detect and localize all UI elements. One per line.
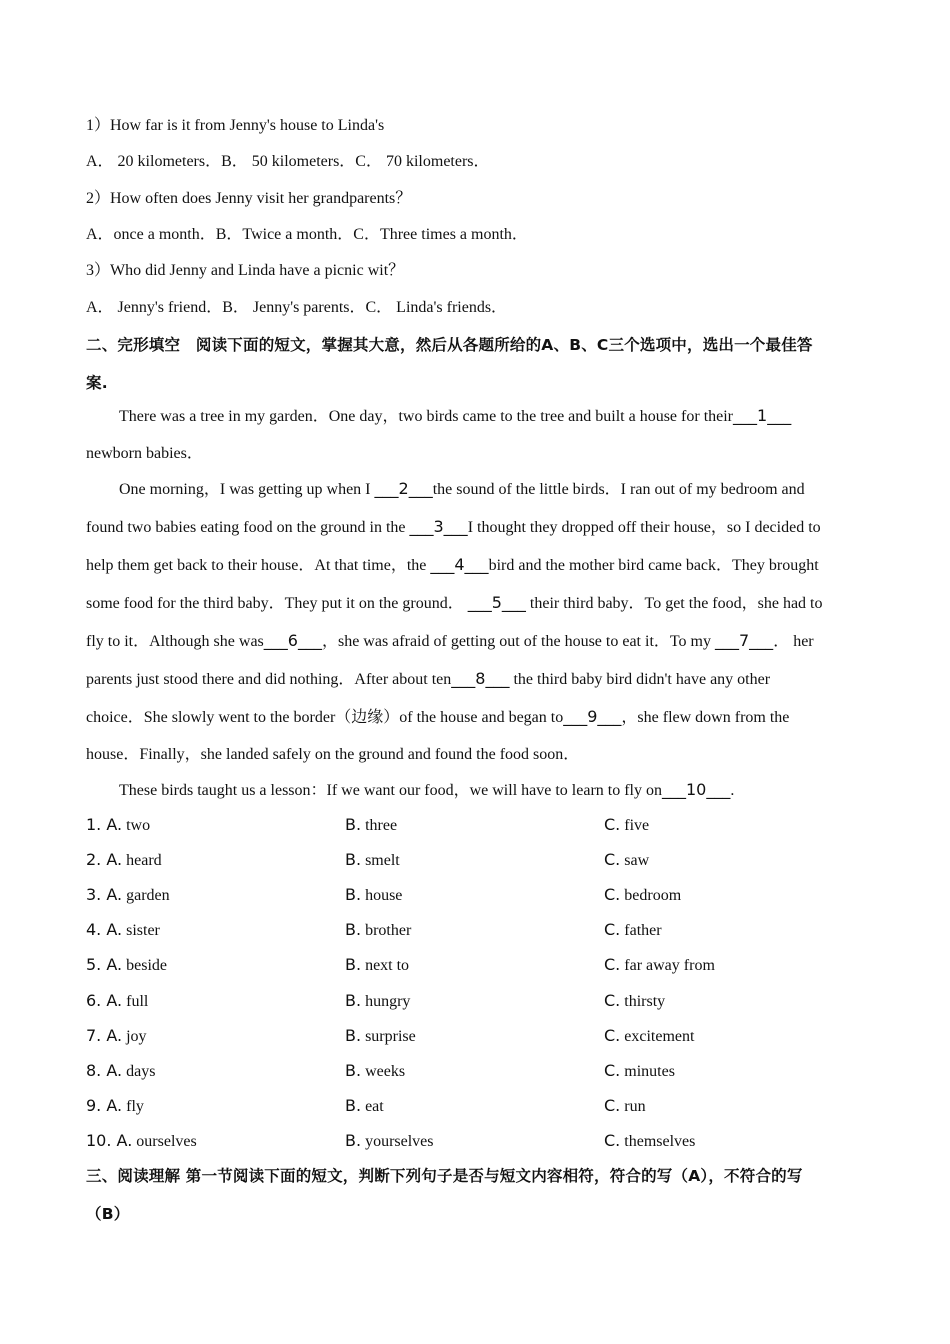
- option-a: fly: [126, 1098, 144, 1115]
- choice-row-8-c: [604, 1060, 675, 1083]
- option-a: garden: [126, 887, 170, 904]
- passage-line-9: [86, 706, 789, 729]
- option-a: joy: [126, 1028, 147, 1045]
- choice-row-4-a: [86, 919, 160, 942]
- passage-text: help them get back to their house．At that time，the: [86, 557, 431, 574]
- option-b-label: B.: [345, 920, 362, 939]
- blank-7: ___7___: [715, 631, 774, 650]
- option-c-label: C.: [604, 1131, 621, 1150]
- option-c: bedroom: [624, 887, 682, 904]
- choice-number: 6. A.: [86, 991, 123, 1010]
- choice-row-10-c: [604, 1130, 695, 1153]
- choice-number: 10. A.: [86, 1131, 133, 1150]
- option-a: heard: [126, 852, 162, 869]
- passage-line-1: [119, 405, 791, 428]
- option-b: smelt: [365, 852, 400, 869]
- passage-line-6: [86, 592, 823, 615]
- blank-1: ___1___: [733, 406, 792, 425]
- choice-row-1-c: [604, 814, 649, 837]
- passage-text: parents just stood there and did nothing．After about ten: [86, 671, 452, 688]
- option-b: weeks: [365, 1063, 406, 1080]
- option-c-label: C.: [604, 1096, 621, 1115]
- option-c: minutes: [624, 1063, 675, 1080]
- choice-number: 8. A.: [86, 1061, 123, 1080]
- blank-8: ___8___: [451, 669, 510, 688]
- choice-number: 2. A.: [86, 850, 123, 869]
- choice-row-6-a: [86, 990, 148, 1013]
- section2-title-cont: 案.: [86, 374, 108, 392]
- passage-text: fly to it．Although she was: [86, 633, 264, 650]
- option-c-label: C.: [604, 885, 621, 904]
- question-1: 1）How far is it from Jenny's house to Linda's: [86, 117, 385, 134]
- option-b-label: B.: [345, 850, 362, 869]
- option-b-label: B.: [345, 1026, 362, 1045]
- option-c-label: C.: [604, 955, 621, 974]
- passage-text: These birds taught us a lesson：If we want our food，we will have to learn to fly on: [119, 782, 662, 799]
- choice-row-2-c: [604, 849, 649, 872]
- blank-6: ___6___: [263, 631, 322, 650]
- option-c: father: [624, 922, 662, 939]
- passage-line-2: [86, 443, 203, 465]
- blank-9: ___9___: [563, 707, 622, 726]
- option-a: full: [126, 993, 149, 1010]
- question-3: 3）Who did Jenny and Linda have a picnic wit？: [86, 262, 405, 279]
- choice-row-3-b: [345, 884, 402, 907]
- passage-line-11: [119, 779, 734, 802]
- option-b-label: B.: [345, 885, 362, 904]
- section3-title-cont: （B）: [86, 1205, 130, 1223]
- choice-row-5-b: [345, 954, 409, 977]
- option-c: saw: [624, 852, 650, 869]
- choice-row-6-b: [345, 990, 410, 1013]
- option-c: excitement: [624, 1028, 695, 1045]
- option-c: themselves: [624, 1133, 696, 1150]
- option-b: next to: [365, 957, 410, 974]
- choice-row-7-c: [604, 1025, 694, 1048]
- choice-number: 1. A.: [86, 815, 123, 834]
- choice-row-6-c: [604, 990, 665, 1013]
- choice-row-7-b: [345, 1025, 416, 1048]
- choice-row-7-a: [86, 1025, 147, 1048]
- choice-row-1-a: [86, 814, 150, 837]
- passage-text: their third baby．To get the food，she had to: [525, 595, 823, 612]
- option-b-label: B.: [345, 991, 362, 1010]
- option-a: ourselves: [136, 1133, 197, 1150]
- option-a: days: [126, 1063, 156, 1080]
- option-c: five: [624, 817, 650, 834]
- option-c-label: C.: [604, 1026, 621, 1045]
- option-b-label: B.: [345, 955, 362, 974]
- option-c: run: [624, 1098, 646, 1115]
- option-b: eat: [365, 1098, 384, 1115]
- passage-line-3: [119, 478, 805, 501]
- passage-line-4: [86, 516, 821, 539]
- option-b: yourselves: [365, 1133, 434, 1150]
- choice-number: 9. A.: [86, 1096, 123, 1115]
- blank-5: ___5___: [467, 593, 526, 612]
- choice-row-3-c: [604, 884, 681, 907]
- option-b: hungry: [365, 993, 411, 1010]
- option-a: beside: [126, 957, 167, 974]
- choice-row-5-c: [604, 954, 715, 977]
- choice-row-10-a: [86, 1130, 197, 1153]
- blank-10: ___10___: [661, 780, 731, 799]
- passage-text: house．Finally，she landed safely on the ground and found the food soon．: [86, 746, 580, 763]
- option-c-label: C.: [604, 815, 621, 834]
- passage-text: I thought they dropped off their house，so I decided to: [467, 519, 821, 536]
- passage-text: ，she flew down from the: [621, 709, 790, 726]
- choice-row-8-b: [345, 1060, 405, 1083]
- choice-row-8-a: [86, 1060, 155, 1083]
- passage-line-7: [86, 630, 814, 653]
- option-b-label: B.: [345, 1131, 362, 1150]
- passage-text: One morning，I was getting up when I: [119, 481, 375, 498]
- passage-text: .: [730, 782, 735, 799]
- choice-row-2-b: [345, 849, 400, 872]
- choice-row-5-a: [86, 954, 167, 977]
- choice-row-1-b: [345, 814, 397, 837]
- passage-text: ． her: [773, 633, 814, 650]
- passage-line-10: [86, 744, 579, 766]
- option-b-label: B.: [345, 1096, 362, 1115]
- option-b: brother: [365, 922, 412, 939]
- choice-number: 5. A.: [86, 955, 123, 974]
- blank-3: ___3___: [409, 517, 468, 536]
- passage-text: the third baby bird didn't have any other: [509, 671, 771, 688]
- choice-number: 4. A.: [86, 920, 123, 939]
- passage-text: ，she was afraid of getting out of the house to eat it．To my: [321, 633, 715, 650]
- section3-title: 三、阅读理解 第一节阅读下面的短文，判断下列句子是否与短文内容相符，符合的写（A），不符合的写: [86, 1167, 803, 1185]
- passage-text: bird and the mother bird came back．They brought: [488, 557, 819, 574]
- passage-text: the sound of the little birds．I ran out of my bedroom and: [432, 481, 805, 498]
- question-1-options: A． 20 kilometers．B． 50 kilometers．C． 70 kilometers．: [86, 153, 490, 170]
- passage-line-5: [86, 554, 819, 577]
- choice-row-3-a: [86, 884, 170, 907]
- choice-row-9-c: [604, 1095, 646, 1118]
- passage-line-8: [86, 668, 770, 691]
- option-b-label: B.: [345, 1061, 362, 1080]
- choice-row-9-a: [86, 1095, 144, 1118]
- blank-4: ___4___: [430, 555, 489, 574]
- passage-text: some food for the third baby．They put it on the ground．: [86, 595, 468, 612]
- option-c-label: C.: [604, 920, 621, 939]
- passage-text: newborn babies．: [86, 445, 203, 462]
- question-2-options: A．once a month．B．Twice a month．C．Three times a month．: [86, 226, 528, 243]
- option-c-label: C.: [604, 850, 621, 869]
- option-c: thirsty: [624, 993, 666, 1010]
- question-2: 2）How often does Jenny visit her grandparents？: [86, 190, 412, 207]
- section2-title: 二、完形填空 阅读下面的短文，掌握其大意，然后从各题所给的A、B、C三个选项中，选出一个最佳答: [86, 336, 813, 354]
- passage-text: There was a tree in my garden．One day，two birds came to the tree and built a house for their: [119, 408, 734, 425]
- option-b: three: [365, 817, 398, 834]
- option-b: surprise: [365, 1028, 416, 1045]
- choice-number: 3. A.: [86, 885, 123, 904]
- question-3-options: A． Jenny's friend．B． Jenny's parents．C． Linda's friends．: [86, 299, 508, 316]
- option-c: far away from: [624, 957, 715, 974]
- choice-number: 7. A.: [86, 1026, 123, 1045]
- choice-row-2-a: [86, 849, 162, 872]
- passage-text: found two babies eating food on the ground in the: [86, 519, 410, 536]
- choice-row-4-c: [604, 919, 662, 942]
- option-b-label: B.: [345, 815, 362, 834]
- choice-row-10-b: [345, 1130, 434, 1153]
- passage-text: choice．She slowly went to the border（边缘）of the house and began to: [86, 709, 564, 726]
- option-c-label: C.: [604, 991, 621, 1010]
- choice-row-4-b: [345, 919, 411, 942]
- blank-2: ___2___: [374, 479, 433, 498]
- option-a: sister: [126, 922, 160, 939]
- choice-row-9-b: [345, 1095, 384, 1118]
- option-c-label: C.: [604, 1061, 621, 1080]
- option-b: house: [365, 887, 403, 904]
- option-a: two: [126, 817, 151, 834]
